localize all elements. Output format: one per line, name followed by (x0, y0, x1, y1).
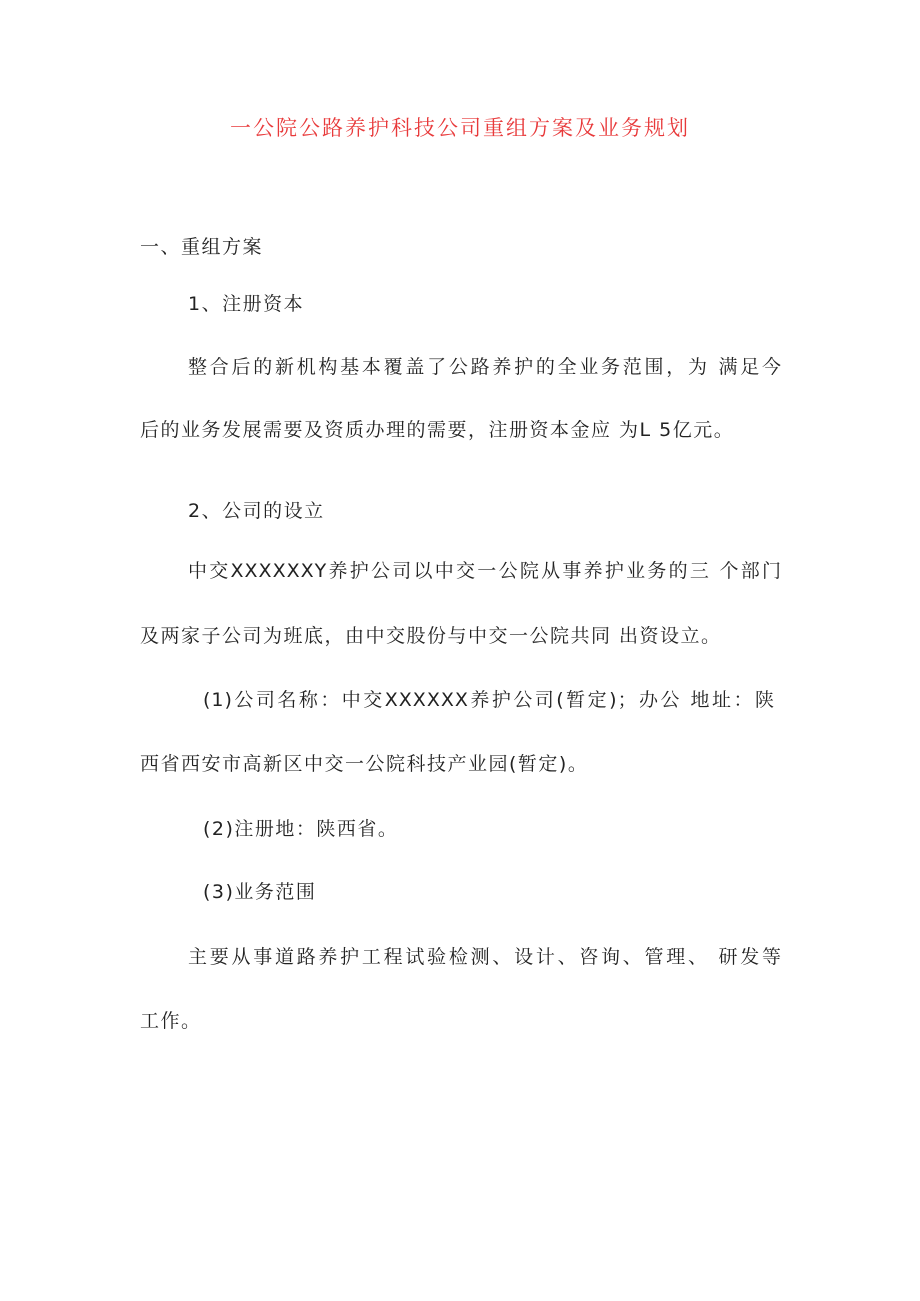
document-title: 一公院公路养护科技公司重组方案及业务规划 (230, 116, 690, 140)
list-item-registration-place: (2)注册地：陕西省。 (203, 818, 399, 840)
paragraph-line: 主要从事道路养护工程试验检测、设计、咨询、管理、 研发等 (188, 946, 782, 968)
paragraph-line: 后的业务发展需要及资质办理的需要，注册资本金应 为L 5亿元。 (140, 419, 735, 441)
paragraph-line: 及两家子公司为班底，由中交股份与中交一公院共同 出资设立。 (140, 625, 722, 647)
section-heading-restructuring: 一、重组方案 (140, 236, 264, 258)
subheading-registered-capital: 1、注册资本 (188, 293, 305, 315)
list-item-business-scope: (3)业务范围 (203, 881, 317, 903)
list-item-company-name: (1)公司名称：中交XXXXXX养护公司(暂定)；办公 地址：陕 (203, 689, 775, 711)
paragraph-line: 整合后的新机构基本覆盖了公路养护的全业务范围，为 满足今 (188, 356, 782, 378)
paragraph-line: 中交XXXXXXY养护公司以中交一公院从事养护业务的三 个部门 (188, 560, 782, 582)
subheading-company-setup: 2、公司的设立 (188, 500, 325, 522)
paragraph-line: 工作。 (140, 1010, 202, 1032)
list-item-continuation: 西省西安市高新区中交一公院科技产业园(暂定)。 (140, 753, 589, 775)
